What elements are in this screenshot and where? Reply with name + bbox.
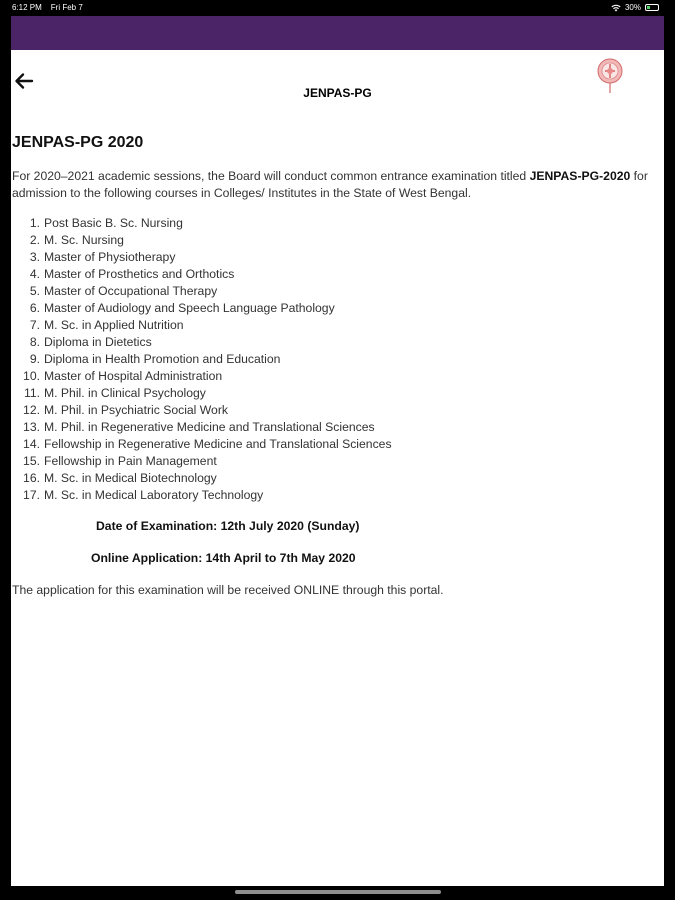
list-item [12,317,652,334]
list-item [12,402,652,419]
list-item [12,249,652,266]
status-time: 6:12 PM [12,3,42,12]
page-title: JENPAS-PG 2020 [12,134,144,151]
intro-text-end: for admission to the following courses in Colleges/ Institutes in the State of West Bengal. [12,169,648,200]
list-item-number: 6. [29,301,40,315]
list-item [12,300,652,317]
list-item [12,283,652,300]
portal-note: The application for this examination will be received ONLINE through this portal. [12,583,444,597]
list-item [12,385,652,402]
intro-paragraph [12,168,652,202]
list-item-label: Master of Prosthetics and Orthotics [44,267,235,281]
list-item-number: 17. [23,488,40,502]
app-screen [11,16,664,886]
exam-date: Date of Examination: 12th July 2020 (Sunday) [96,519,360,533]
list-item-number: 4. [29,267,40,281]
list-item-label: Post Basic B. Sc. Nursing [44,216,183,230]
home-indicator[interactable] [235,890,441,894]
list-item [12,487,652,504]
board-logo-icon [596,58,624,94]
list-item-label: Diploma in Health Promotion and Education [44,352,281,366]
list-item-number: 5. [29,284,40,298]
app-bar [11,16,664,50]
list-item-label: M. Phil. in Psychiatric Social Work [44,403,228,417]
list-item-number: 11. [23,386,40,400]
battery-percent: 30% [624,3,641,12]
list-item-number: 15. [23,454,40,468]
list-item [12,232,652,249]
list-item-number: 10. [23,369,40,383]
exam-name: JENPAS-PG-2020 [529,169,631,183]
list-item-number: 14. [23,437,40,451]
list-item [12,419,652,436]
list-item-label: Master of Hospital Administration [44,369,223,383]
list-item [12,368,652,385]
list-item-label: Master of Audiology and Speech Language Pathology [44,301,335,315]
main-content [12,132,652,599]
list-item-number: 2. [29,233,40,247]
course-list [12,215,652,504]
list-item-number: 7. [29,318,40,332]
list-item-number: 13. [23,420,40,434]
list-item-label: Fellowship in Pain Management [44,454,217,468]
intro-text-start: For 2020–2021 academic sessions, the Board will conduct common entrance examination titled [12,169,530,183]
list-item-number: 12. [23,403,40,417]
list-item-label: Fellowship in Regenerative Medicine and Translational Sciences [44,437,392,451]
list-item [12,453,652,470]
list-item-number: 16. [23,471,40,485]
list-item-label: M. Sc. in Medical Laboratory Technology [44,488,264,502]
list-item-number: 1. [29,216,40,230]
list-item-label: Master of Physiotherapy [44,250,176,264]
list-item-label: Master of Occupational Therapy [44,284,218,298]
list-item-number: 3. [29,250,40,264]
list-item-number: 9. [29,352,40,366]
online-application-dates: Online Application: 14th April to 7th May 2020 [91,551,356,565]
status-date: Fri Feb 7 [50,3,83,12]
list-item [12,436,652,453]
list-item-label: M. Phil. in Regenerative Medicine and Translational Sciences [44,420,375,434]
list-item-label: Diploma in Dietetics [44,335,152,349]
list-item [12,351,652,368]
status-bar [0,0,675,16]
list-item-label: M. Sc. in Applied Nutrition [44,318,184,332]
list-item [12,470,652,487]
nav-title: JENPAS-PG [303,86,372,100]
list-item [12,266,652,283]
list-item-label: M. Phil. in Clinical Psychology [44,386,206,400]
navigation-bar [11,50,664,102]
battery-icon [645,4,659,11]
list-item [12,215,652,232]
list-item [12,334,652,351]
wifi-icon [611,4,621,12]
list-item-label: M. Sc. in Medical Biotechnology [44,471,217,485]
list-item-number: 8. [29,335,40,349]
list-item-label: M. Sc. Nursing [44,233,124,247]
